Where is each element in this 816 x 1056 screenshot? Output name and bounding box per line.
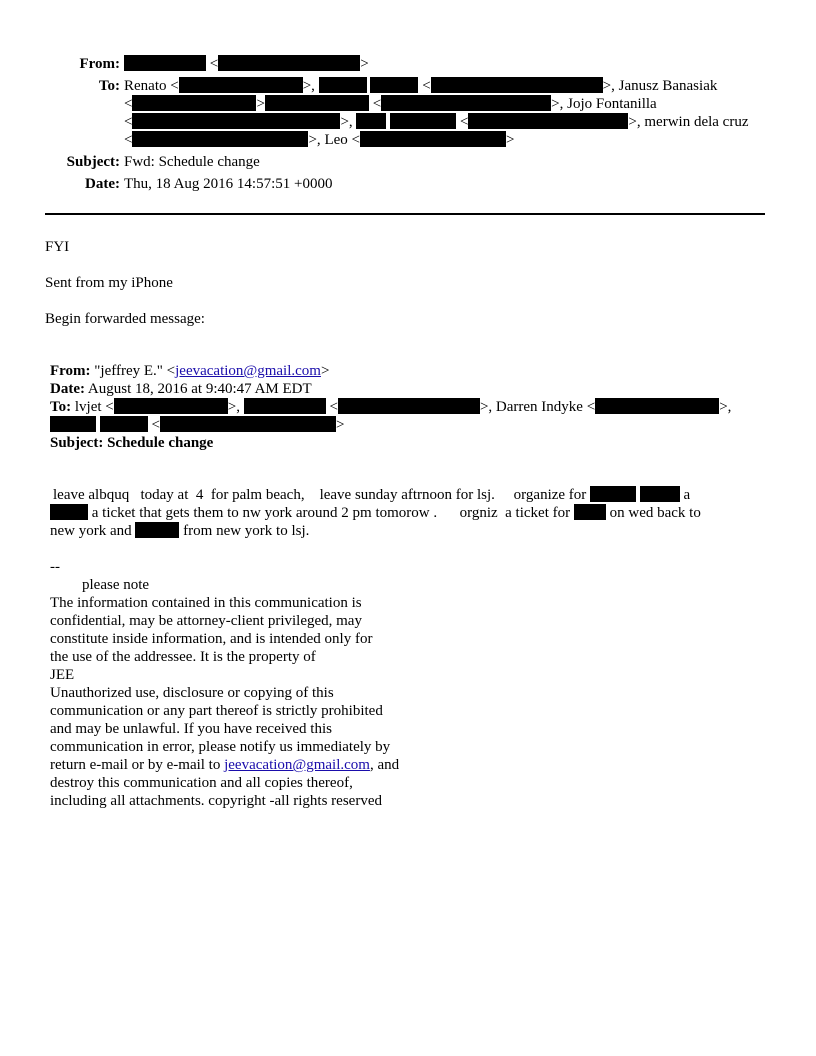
subject-value: Fwd: Schedule change <box>124 154 260 170</box>
fwd-date-label: Date: <box>50 381 85 397</box>
to-name: Jojo Fontanilla <box>567 96 657 112</box>
from-value: < > <box>124 55 369 73</box>
redaction <box>595 398 719 414</box>
to-name: Janusz Banasiak <box>618 78 718 94</box>
disclaimer-line: JEE <box>50 667 75 683</box>
redaction <box>319 77 367 93</box>
from-label: From: <box>79 56 120 72</box>
redaction <box>160 416 336 432</box>
fyi-text: FYI <box>45 239 70 255</box>
redaction <box>431 77 603 93</box>
redaction <box>356 113 386 129</box>
date-value: Thu, 18 Aug 2016 14:57:51 +0000 <box>124 176 333 192</box>
redaction <box>360 131 506 147</box>
redaction <box>218 55 360 71</box>
sent-from-text: Sent from my iPhone <box>45 275 173 291</box>
redaction <box>132 113 340 129</box>
to-label: To: <box>98 78 120 94</box>
fwd-from-email-link[interactable]: jeevacation@gmail.com <box>175 363 321 379</box>
disclaimer-line: communication in error, please notify us immediately by <box>50 739 391 755</box>
redaction <box>370 77 418 93</box>
header-divider <box>45 213 765 215</box>
to-line-3: < >, < >, merwin dela cruz <box>124 114 749 130</box>
redaction <box>50 504 88 520</box>
disclaimer-line: Unauthorized use, disclosure or copying of this <box>50 685 334 701</box>
to-line-2: < > < >, Jojo Fontanilla <box>124 96 657 112</box>
to-name: Leo <box>324 132 348 148</box>
redaction <box>124 55 206 71</box>
disclaimer-line: The information contained in this communication is <box>50 595 362 611</box>
fwd-date-row <box>50 380 312 398</box>
fwd-to-name: Darren Indyke <box>495 399 583 415</box>
message-line-1: leave albquq today at 4 for palm beach, leave sunday aftrnoon for lsj. organize for a <box>53 487 691 503</box>
signature-dashes: -- <box>50 559 60 575</box>
redaction <box>50 416 96 432</box>
to-name: Renato <box>124 78 167 94</box>
redaction <box>338 398 480 414</box>
redaction <box>381 95 551 111</box>
fwd-to-name: lvjet <box>74 399 102 415</box>
redaction <box>132 131 308 147</box>
redaction <box>179 77 303 93</box>
redaction <box>114 398 228 414</box>
fwd-to-label: To: <box>50 399 72 415</box>
fwd-date-value: August 18, 2016 at 9:40:47 AM EDT <box>87 381 312 397</box>
subject-label: Subject: <box>66 154 120 170</box>
date-label: Date: <box>85 176 120 192</box>
fwd-to-row-1: To: lvjet < >, < >, Darren Indyke < >, <box>50 399 732 415</box>
redaction <box>574 504 606 520</box>
fwd-subject-value: Schedule change <box>107 435 214 451</box>
redaction <box>590 486 636 502</box>
disclaimer-line: confidential, may be attorney-client privileged, may <box>50 613 362 629</box>
to-name: merwin dela cruz <box>644 114 749 130</box>
redaction <box>640 486 680 502</box>
disclaimer-line: communication or any part thereof is strictly prohibited <box>50 703 383 719</box>
redaction <box>132 95 256 111</box>
disclaimer-email-link[interactable]: jeevacation@gmail.com <box>224 757 370 773</box>
begin-forwarded-text: Begin forwarded message: <box>45 311 205 327</box>
to-line-1: Renato < >, < >, Janusz Banasiak <box>124 78 718 94</box>
fwd-to-row-2: < > <box>50 416 344 434</box>
disclaimer-line: including all attachments. copyright -all rights reserved <box>50 793 382 809</box>
disclaimer-return-line: return e-mail or by e-mail to jeevacation@gmail.com, and <box>50 757 400 773</box>
disclaimer-line: and may be unlawful. If you have received this <box>50 721 332 737</box>
message-line-2: a ticket that gets them to nw york around 2 pm tomorow . orgniz a ticket for on wed back to <box>50 504 701 522</box>
redaction <box>468 113 628 129</box>
fwd-subject-row <box>50 434 213 452</box>
redaction <box>135 522 179 538</box>
fwd-from-row: From: "jeffrey E." <jeevacation@gmail.com> <box>50 363 330 379</box>
to-line-4: < >, Leo < > <box>124 132 515 148</box>
fwd-subject-label: Subject: <box>50 435 104 451</box>
fwd-from-name: "jeffrey E." < <box>94 363 176 379</box>
redaction <box>390 113 456 129</box>
redaction <box>244 398 326 414</box>
redaction <box>265 95 369 111</box>
redaction <box>100 416 148 432</box>
fwd-from-label: From: <box>50 363 91 379</box>
disclaimer-line: destroy this communication and all copies thereof, <box>50 775 353 791</box>
disclaimer-line: constitute inside information, and is intended only for <box>50 631 373 647</box>
please-note: please note <box>82 577 150 593</box>
disclaimer-line: the use of the addressee. It is the property of <box>50 649 316 665</box>
message-line-3: new york and from new york to lsj. <box>50 523 310 539</box>
